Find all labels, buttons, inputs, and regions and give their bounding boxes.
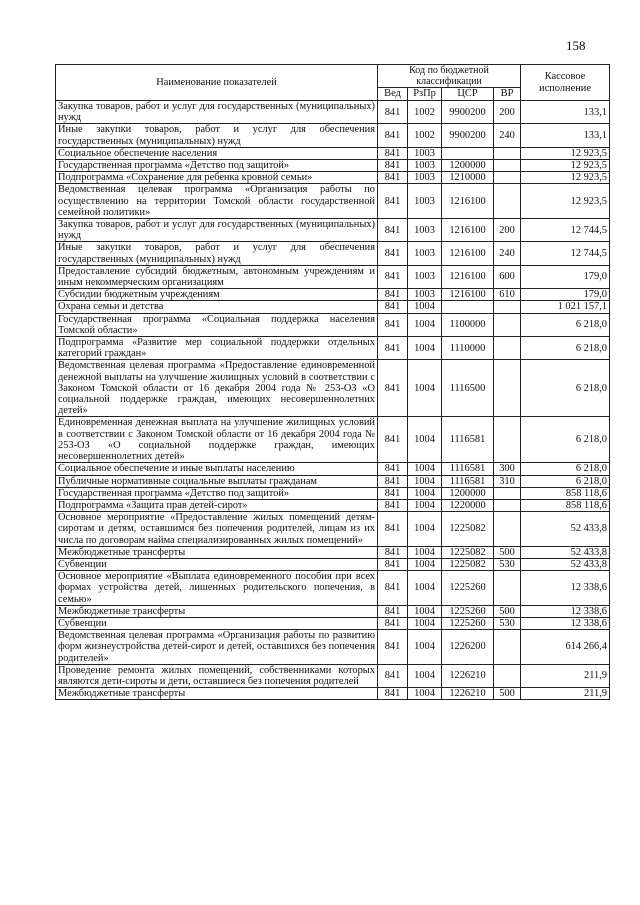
- row-name: Государственная программа «Детство под защитой»: [56, 487, 378, 499]
- row-vr: 530: [494, 558, 521, 570]
- table-row: [56, 147, 610, 159]
- row-name: Субвенции: [56, 617, 378, 629]
- row-rzpr: 1004: [408, 605, 442, 617]
- row-name: Предоставление субсидий бюджетным, автономным учреждениям и иным некоммерческим организациям: [56, 265, 378, 288]
- row-ved: 841: [378, 558, 408, 570]
- row-csr: 1225260: [442, 571, 494, 606]
- row-rzpr: 1003: [408, 147, 442, 159]
- row-vr: [494, 172, 521, 184]
- row-vr: [494, 360, 521, 417]
- row-amount: 1 021 157,1: [521, 301, 610, 313]
- row-ved: 841: [378, 124, 408, 147]
- table-row: [56, 219, 610, 242]
- row-csr: 1216100: [442, 242, 494, 265]
- row-ved: 841: [378, 571, 408, 606]
- row-amount: 52 433,8: [521, 512, 610, 547]
- row-ved: 841: [378, 219, 408, 242]
- row-csr: 1226210: [442, 688, 494, 700]
- row-name: Государственная программа «Детство под защитой»: [56, 160, 378, 172]
- row-csr: 1225082: [442, 512, 494, 547]
- row-ved: 841: [378, 688, 408, 700]
- row-rzpr: 1004: [408, 571, 442, 606]
- row-csr: 1226210: [442, 664, 494, 687]
- table-row: [56, 360, 610, 417]
- row-name: Иные закупки товаров, работ и услуг для обеспечения государственных (муниципальных) нужд: [56, 124, 378, 147]
- table-row: [56, 499, 610, 511]
- row-ved: 841: [378, 301, 408, 313]
- row-csr: 1200000: [442, 487, 494, 499]
- row-vr: 530: [494, 617, 521, 629]
- row-csr: 1116581: [442, 475, 494, 487]
- row-rzpr: 1004: [408, 417, 442, 463]
- row-csr: 1216100: [442, 184, 494, 219]
- row-amount: 179,0: [521, 265, 610, 288]
- row-vr: 200: [494, 219, 521, 242]
- table-header: [56, 65, 610, 101]
- table-row: [56, 487, 610, 499]
- row-csr: 1216100: [442, 289, 494, 301]
- row-vr: 600: [494, 265, 521, 288]
- row-name: Ведомственная целевая программа «Предоставление единовременной денежной выплаты на улучшение жилищных условий в соответствии с Законом Томской области от 16 декабря 2004 года № 253-ОЗ «О социальной поддержке граждан, имеющих несовершеннолетних детей»: [56, 360, 378, 417]
- row-ved: 841: [378, 265, 408, 288]
- table-row: [56, 101, 610, 124]
- row-vr: 500: [494, 605, 521, 617]
- row-ved: 841: [378, 360, 408, 417]
- row-name: Ведомственная целевая программа «Организация работы по развитию форм жизнеустройства детей-сирот и детей, оставшихся без попечения родителей»: [56, 630, 378, 665]
- row-ved: 841: [378, 664, 408, 687]
- row-name: Охрана семьи и детства: [56, 301, 378, 313]
- row-ved: 841: [378, 546, 408, 558]
- row-ved: 841: [378, 147, 408, 159]
- row-ved: 841: [378, 160, 408, 172]
- table-row: [56, 475, 610, 487]
- table-row: [56, 605, 610, 617]
- row-amount: 52 433,8: [521, 558, 610, 570]
- row-rzpr: 1004: [408, 313, 442, 336]
- row-csr: 1226200: [442, 630, 494, 665]
- row-name: Подпрограмма «Сохранение для ребенка кровной семьи»: [56, 172, 378, 184]
- row-rzpr: 1003: [408, 242, 442, 265]
- row-csr: 1100000: [442, 313, 494, 336]
- row-ved: 841: [378, 289, 408, 301]
- row-csr: 1116581: [442, 463, 494, 475]
- row-amount: 6 218,0: [521, 337, 610, 360]
- row-amount: 12 744,5: [521, 242, 610, 265]
- row-csr: 1220000: [442, 499, 494, 511]
- row-ved: 841: [378, 499, 408, 511]
- row-csr: 1225260: [442, 617, 494, 629]
- row-csr: 1210000: [442, 172, 494, 184]
- row-amount: 12 744,5: [521, 219, 610, 242]
- table-row: [56, 664, 610, 687]
- row-name: Межбюджетные трансферты: [56, 605, 378, 617]
- row-rzpr: 1004: [408, 558, 442, 570]
- table-row: [56, 558, 610, 570]
- row-ved: 841: [378, 475, 408, 487]
- row-name: Социальное обеспечение населения: [56, 147, 378, 159]
- header-vr: ВР: [494, 88, 521, 101]
- row-rzpr: 1004: [408, 301, 442, 313]
- row-name: Публичные нормативные социальные выплаты гражданам: [56, 475, 378, 487]
- table-row: [56, 124, 610, 147]
- row-ved: 841: [378, 417, 408, 463]
- table-row: [56, 184, 610, 219]
- header-csr: ЦСР: [442, 88, 494, 101]
- row-vr: [494, 487, 521, 499]
- table-row: [56, 688, 610, 700]
- page-number: 158: [566, 38, 586, 53]
- row-rzpr: 1004: [408, 475, 442, 487]
- row-rzpr: 1004: [408, 360, 442, 417]
- row-vr: [494, 630, 521, 665]
- row-rzpr: 1003: [408, 184, 442, 219]
- row-rzpr: 1003: [408, 219, 442, 242]
- row-rzpr: 1003: [408, 289, 442, 301]
- row-amount: 6 218,0: [521, 417, 610, 463]
- row-ved: 841: [378, 101, 408, 124]
- row-ved: 841: [378, 512, 408, 547]
- row-ved: 841: [378, 487, 408, 499]
- row-ved: 841: [378, 172, 408, 184]
- table-row: [56, 242, 610, 265]
- row-vr: [494, 499, 521, 511]
- row-name: Основное мероприятие «Выплата единовременного пособия при всех формах устройства детей, лишенных родительского попечения, в семью»: [56, 571, 378, 606]
- row-csr: 1116581: [442, 417, 494, 463]
- row-vr: [494, 147, 521, 159]
- budget-table: [55, 64, 610, 700]
- row-vr: 300: [494, 463, 521, 475]
- row-csr: 1116500: [442, 360, 494, 417]
- row-csr: 1110000: [442, 337, 494, 360]
- table-row: [56, 301, 610, 313]
- table-row: [56, 337, 610, 360]
- row-vr: [494, 301, 521, 313]
- row-vr: 310: [494, 475, 521, 487]
- row-rzpr: 1004: [408, 463, 442, 475]
- row-rzpr: 1003: [408, 172, 442, 184]
- row-vr: [494, 417, 521, 463]
- row-ved: 841: [378, 184, 408, 219]
- row-amount: 211,9: [521, 688, 610, 700]
- row-vr: [494, 184, 521, 219]
- row-name: Межбюджетные трансферты: [56, 688, 378, 700]
- row-name: Подпрограмма «Защита прав детей-сирот»: [56, 499, 378, 511]
- table-row: [56, 289, 610, 301]
- row-amount: 12 923,5: [521, 172, 610, 184]
- row-vr: 610: [494, 289, 521, 301]
- row-ved: 841: [378, 337, 408, 360]
- row-rzpr: 1004: [408, 499, 442, 511]
- table-row: [56, 630, 610, 665]
- row-rzpr: 1004: [408, 546, 442, 558]
- table-body: [56, 101, 610, 700]
- row-amount: 858 118,6: [521, 487, 610, 499]
- row-csr: 1200000: [442, 160, 494, 172]
- row-csr: 1216100: [442, 219, 494, 242]
- row-ved: 841: [378, 630, 408, 665]
- row-amount: 133,1: [521, 101, 610, 124]
- row-name: Закупка товаров, работ и услуг для государственных (муниципальных) нужд: [56, 219, 378, 242]
- row-amount: 12 338,6: [521, 617, 610, 629]
- row-csr: [442, 301, 494, 313]
- row-ved: 841: [378, 605, 408, 617]
- row-vr: [494, 337, 521, 360]
- row-vr: [494, 512, 521, 547]
- row-amount: 179,0: [521, 289, 610, 301]
- row-csr: 1225260: [442, 605, 494, 617]
- row-rzpr: 1002: [408, 124, 442, 147]
- row-amount: 6 218,0: [521, 475, 610, 487]
- header-cash: Кассовое исполнение: [521, 65, 610, 101]
- row-rzpr: 1002: [408, 101, 442, 124]
- header-rzpr: РзПр: [408, 88, 442, 101]
- row-vr: [494, 664, 521, 687]
- row-name: Закупка товаров, работ и услуг для государственных (муниципальных) нужд: [56, 101, 378, 124]
- row-ved: 841: [378, 463, 408, 475]
- row-csr: 1225082: [442, 558, 494, 570]
- row-rzpr: 1003: [408, 265, 442, 288]
- row-amount: 12 338,6: [521, 571, 610, 606]
- row-amount: 12 923,5: [521, 160, 610, 172]
- row-csr: 9900200: [442, 101, 494, 124]
- row-name: Субвенции: [56, 558, 378, 570]
- row-rzpr: 1004: [408, 337, 442, 360]
- row-amount: 6 218,0: [521, 313, 610, 336]
- row-name: Государственная программа «Социальная поддержка населения Томской области»: [56, 313, 378, 336]
- row-amount: 211,9: [521, 664, 610, 687]
- table-row: [56, 313, 610, 336]
- row-csr: 1225082: [442, 546, 494, 558]
- table-row: [56, 546, 610, 558]
- row-rzpr: 1004: [408, 664, 442, 687]
- row-rzpr: 1003: [408, 160, 442, 172]
- row-amount: 6 218,0: [521, 360, 610, 417]
- row-csr: 9900200: [442, 124, 494, 147]
- row-vr: [494, 571, 521, 606]
- row-vr: [494, 313, 521, 336]
- row-ved: 841: [378, 313, 408, 336]
- row-name: Ведомственная целевая программа «Организация работы по осуществлению на территории Томской области государственной семейной политики»: [56, 184, 378, 219]
- row-csr: 1216100: [442, 265, 494, 288]
- row-name: Межбюджетные трансферты: [56, 546, 378, 558]
- header-name: Наименование показателей: [56, 65, 378, 101]
- table-row: [56, 512, 610, 547]
- row-amount: 12 923,5: [521, 147, 610, 159]
- row-name: Подпрограмма «Развитие мер социальной поддержки отдельных категорий граждан»: [56, 337, 378, 360]
- row-rzpr: 1004: [408, 487, 442, 499]
- row-amount: 12 338,6: [521, 605, 610, 617]
- row-amount: 133,1: [521, 124, 610, 147]
- row-rzpr: 1004: [408, 630, 442, 665]
- row-rzpr: 1004: [408, 688, 442, 700]
- row-rzpr: 1004: [408, 512, 442, 547]
- table-row: [56, 172, 610, 184]
- row-amount: 52 433,8: [521, 546, 610, 558]
- row-vr: [494, 160, 521, 172]
- row-rzpr: 1004: [408, 617, 442, 629]
- row-amount: 12 923,5: [521, 184, 610, 219]
- row-vr: 500: [494, 688, 521, 700]
- table-row: [56, 463, 610, 475]
- table-row: [56, 265, 610, 288]
- row-amount: 614 266,4: [521, 630, 610, 665]
- table-row: [56, 571, 610, 606]
- row-csr: [442, 147, 494, 159]
- row-vr: 500: [494, 546, 521, 558]
- header-code-group: Код по бюджетной классификации: [378, 65, 521, 88]
- row-name: Основное мероприятие «Предоставление жилых помещений детям-сиротам и детям, оставшимся без попечения родителей, лицам из их числа по договорам найма специализированных жилых помещений»: [56, 512, 378, 547]
- row-vr: 240: [494, 242, 521, 265]
- row-vr: 200: [494, 101, 521, 124]
- row-name: Единовременная денежная выплата на улучшение жилищных условий в соответствии с Законом Томской области от 16 декабря 2004 года № 253-ОЗ «О социальной поддержке граждан, имеющих несовершеннолетних детей»: [56, 417, 378, 463]
- row-name: Иные закупки товаров, работ и услуг для обеспечения государственных (муниципальных) нужд: [56, 242, 378, 265]
- row-amount: 6 218,0: [521, 463, 610, 475]
- row-name: Социальное обеспечение и иные выплаты населению: [56, 463, 378, 475]
- table-row: [56, 160, 610, 172]
- row-name: Субсидии бюджетным учреждениям: [56, 289, 378, 301]
- row-ved: 841: [378, 242, 408, 265]
- header-ved: Вед: [378, 88, 408, 101]
- table-row: [56, 617, 610, 629]
- row-vr: 240: [494, 124, 521, 147]
- row-amount: 858 118,6: [521, 499, 610, 511]
- table-row: [56, 417, 610, 463]
- row-name: Проведение ремонта жилых помещений, собственниками которых являются дети-сироты и дети, оставшиеся без попечения родителей: [56, 664, 378, 687]
- row-ved: 841: [378, 617, 408, 629]
